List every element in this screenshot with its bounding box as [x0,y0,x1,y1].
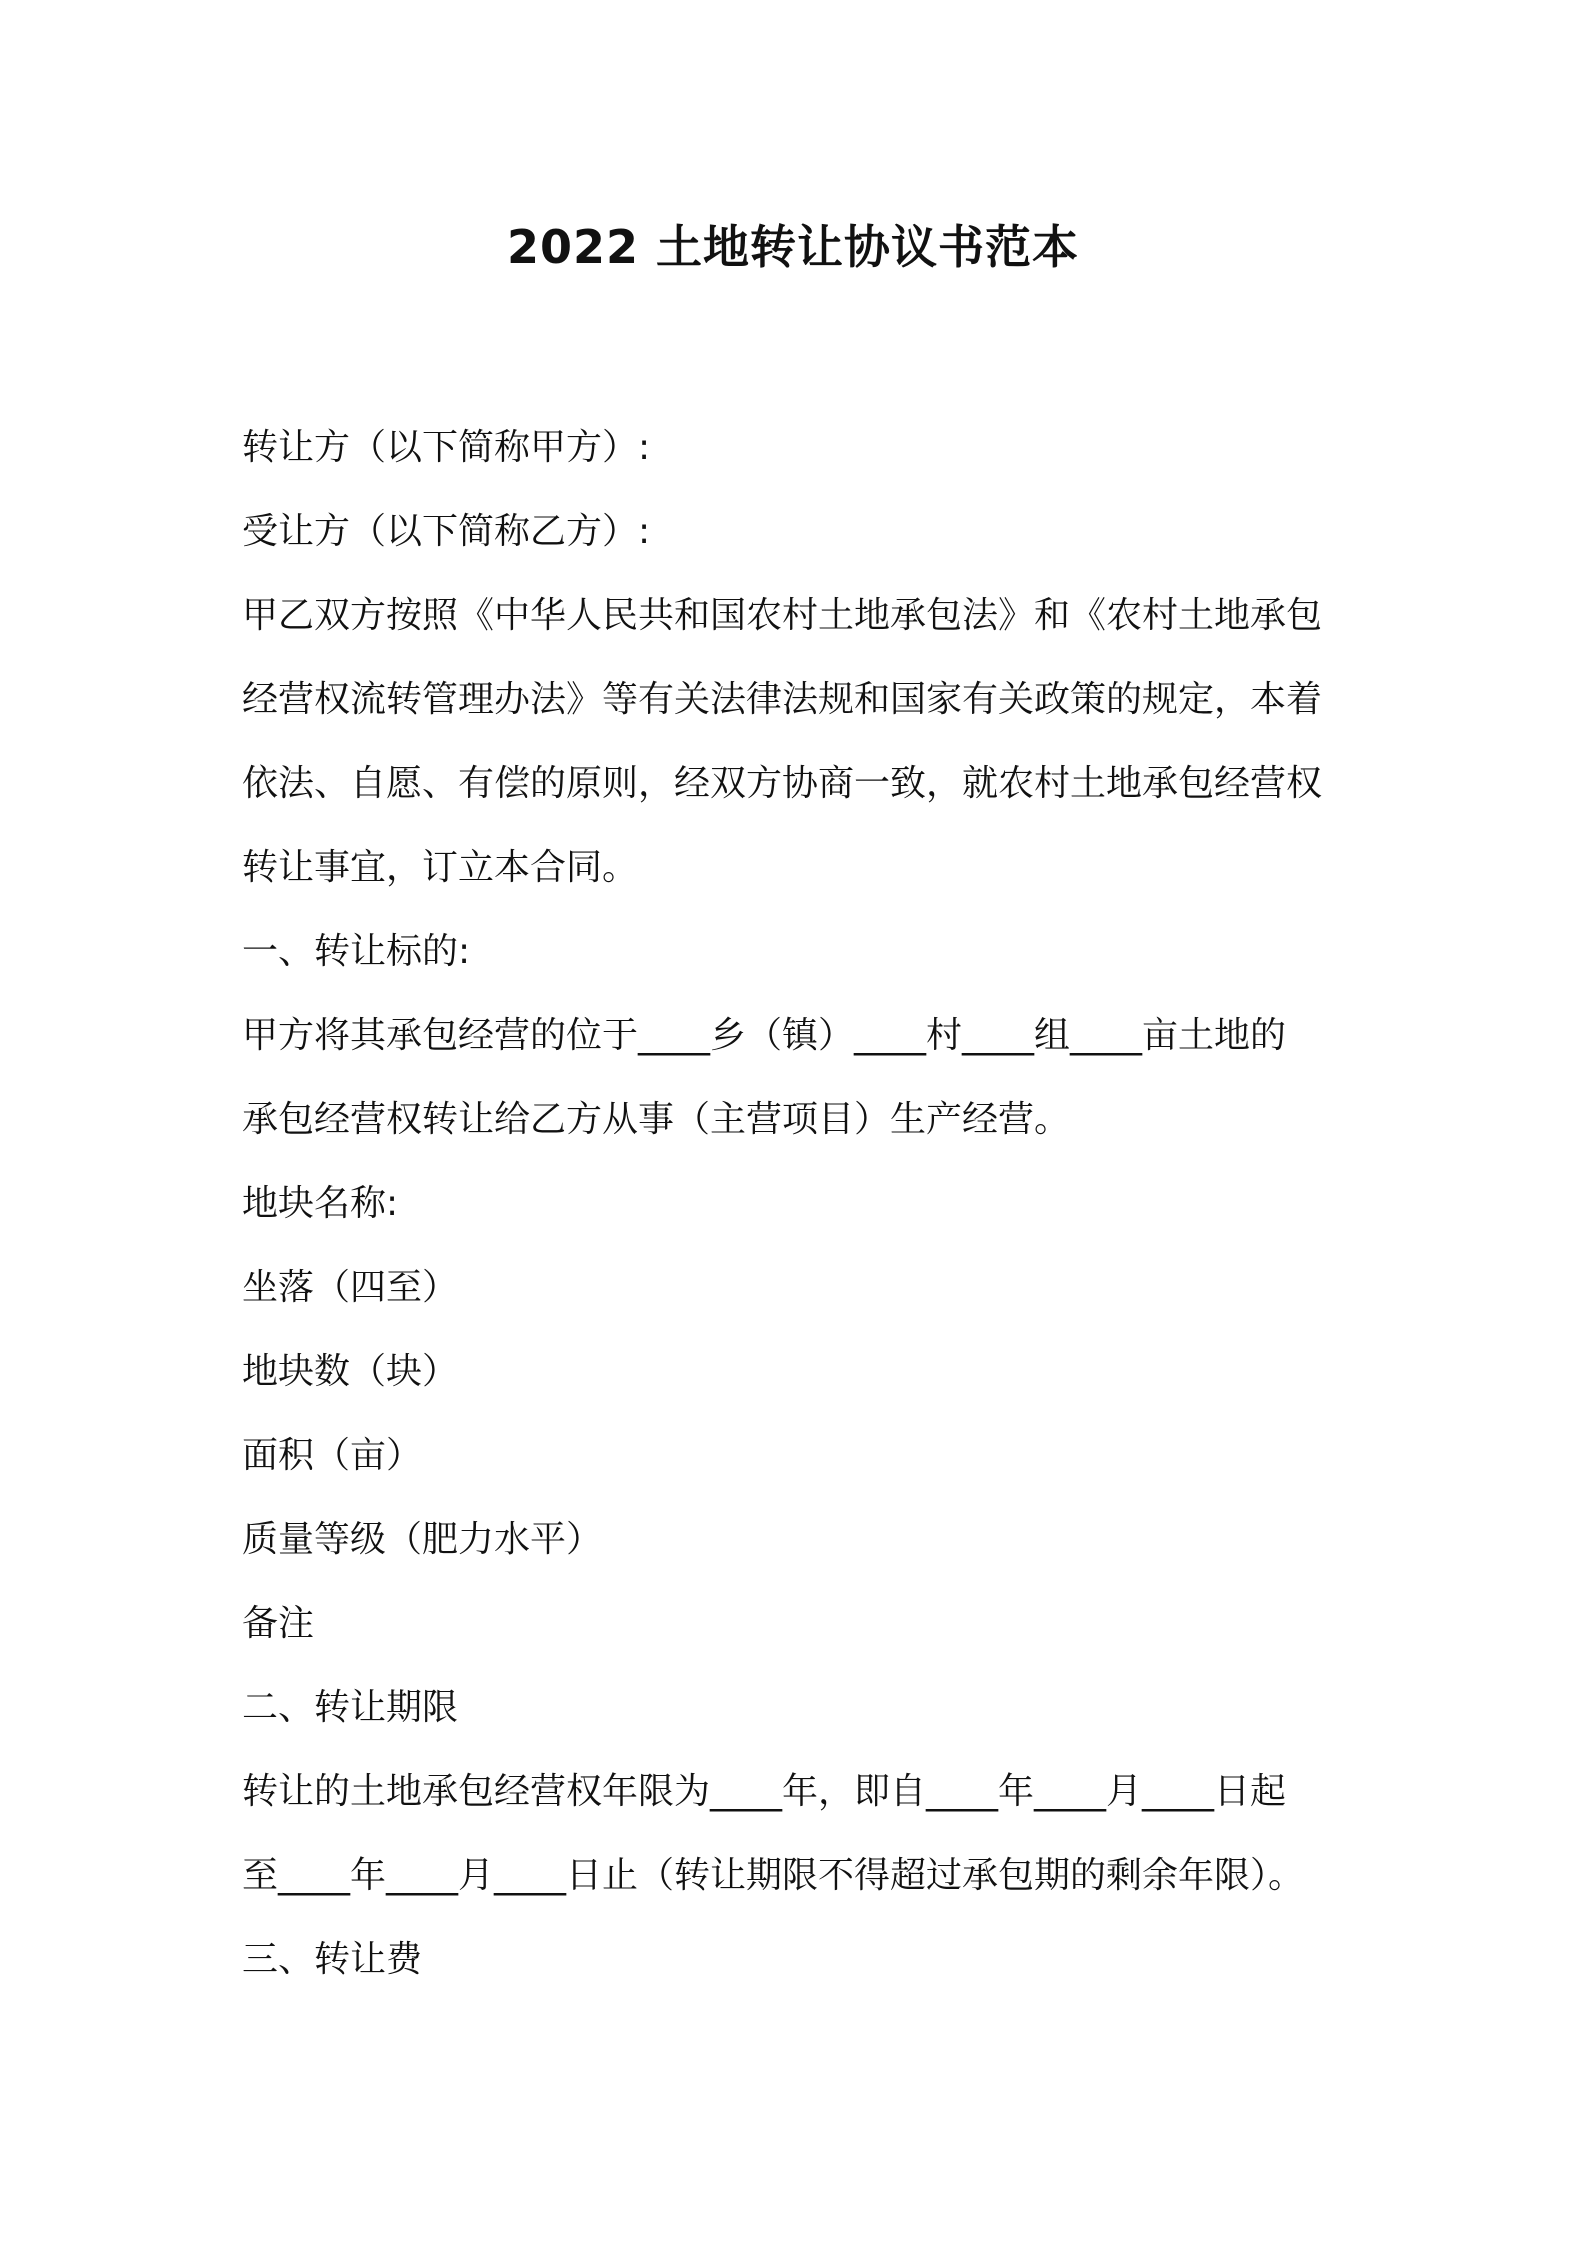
document-body [242,406,1366,2002]
section-heading-2: 二、转让期限 [242,1687,459,1728]
line-transferee: 受让方（以下简称乙方）: [242,511,651,552]
field-remarks: 备注 [242,1603,315,1644]
line-term-2: 至____年____月____日止（转让期限不得超过承包期的剩余年限）。 [242,1855,1305,1896]
field-area: 面积（亩） [242,1435,423,1476]
line-preamble-4: 转让事宜，订立本合同。 [242,847,639,888]
field-plot-count: 地块数（块） [242,1351,459,1392]
section-heading-3: 三、转让费 [242,1939,423,1980]
section-heading-1: 一、转让标的: [242,931,471,972]
field-quality-grade: 质量等级（肥力水平） [242,1519,603,1560]
line-transferor: 转让方（以下简称甲方）: [242,427,651,468]
field-plot-name: 地块名称: [242,1183,399,1224]
line-subject-2: 承包经营权转让给乙方从事（主营项目）生产经营。 [242,1099,1071,1140]
line-preamble-2: 经营权流转管理办法》等有关法律法规和国家有关政策的规定，本着 [242,679,1323,720]
field-location: 坐落（四至） [242,1267,459,1308]
line-subject-1: 甲方将其承包经营的位于____乡（镇）____村____组____亩土地的 [242,1015,1287,1056]
line-term-1: 转让的土地承包经营权年限为____年，即自____年____月____日起 [242,1771,1287,1812]
document-title: 2022 土地转让协议书范本 [506,220,1080,274]
line-preamble-3: 依法、自愿、有偿的原则，经双方协商一致，就农村土地承包经营权 [242,763,1323,804]
line-preamble-1: 甲乙双方按照《中华人民共和国农村土地承包法》和《农村土地承包 [242,595,1323,636]
